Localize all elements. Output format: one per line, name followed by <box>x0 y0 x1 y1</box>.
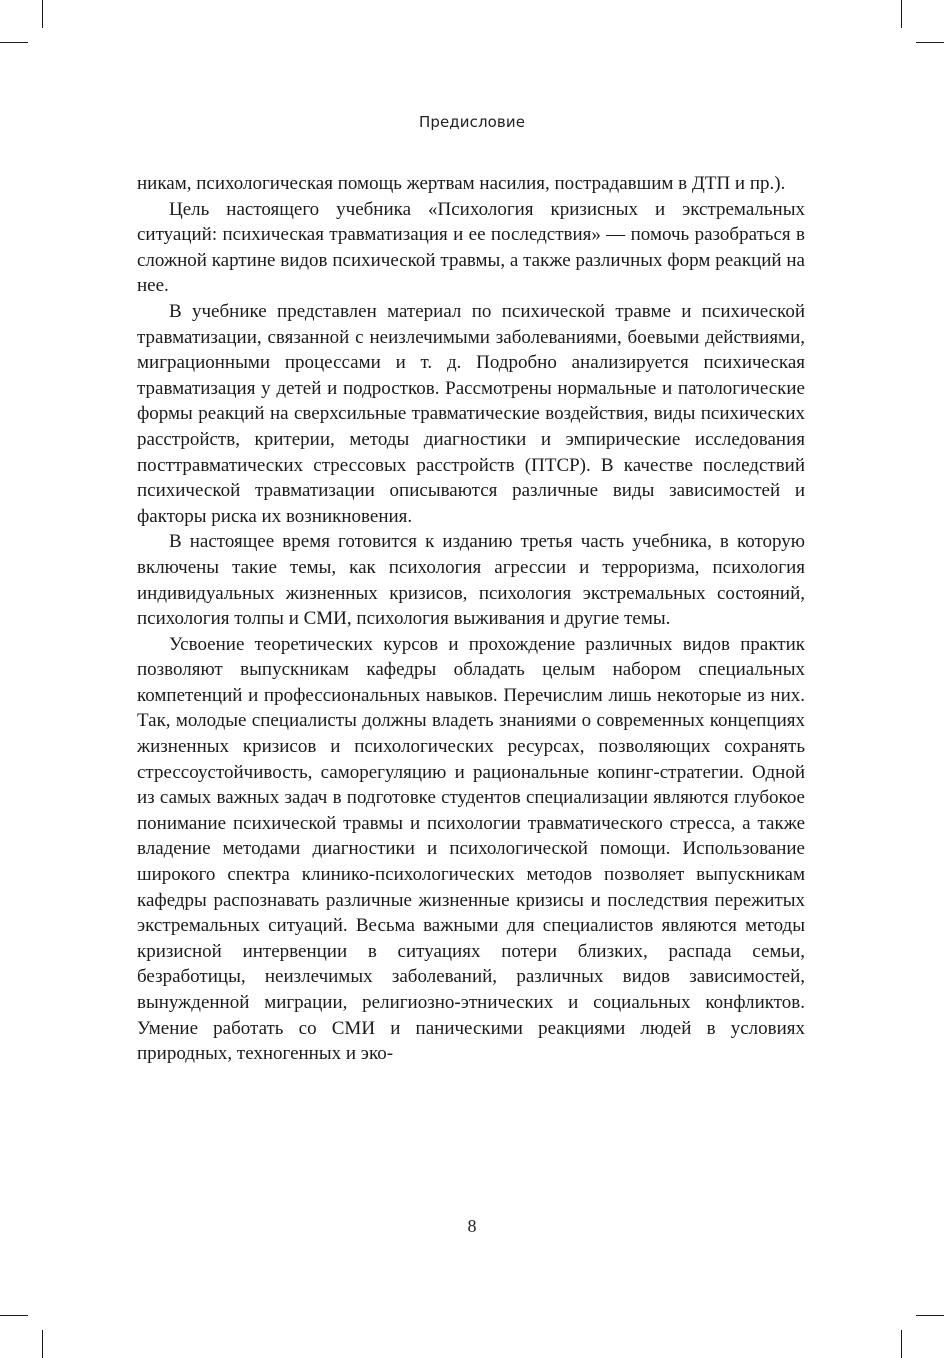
crop-mark-top-right-h <box>916 42 944 43</box>
crop-mark-bottom-left-h <box>0 1315 28 1316</box>
paragraph: В настоящее время готовится к изданию третья часть учебника, в которую включены такие темы, как психология агрессии и терроризма, психология индивидуальных жизненных кризисов, психология экстремальных состояний, психология толпы и СМИ, психология выживания и другие темы. <box>137 531 805 630</box>
crop-mark-bottom-right-h <box>916 1315 944 1316</box>
paragraph: Цель настоящего учебника «Психология кризисных и экстремальных ситуаций: психическая травматизация и ее последствия» — помочь разобраться в сложной картине видов психической травмы, а также различных форм реакций на нее. <box>137 198 805 297</box>
running-head: Предисловие <box>418 113 526 131</box>
crop-mark-top-left <box>42 0 43 28</box>
crop-mark-top-right <box>901 0 902 28</box>
paragraph: никам, психологическая помощь жертвам насилия, пострадавшим в ДТП и пр.). <box>137 173 786 194</box>
crop-mark-bottom-right <box>901 1330 902 1358</box>
paragraph: В учебнике представлен материал по психической травме и психической травматизации, связанной с неизлечимыми заболеваниями, боевыми действиями, миграционными процессами и т. д. Подробно анализируется психическая травматизация у детей и подростков. Рассмотрены нормальные и патологические формы реакций на сверхсильные травматические воздействия, виды психических расстройств, критерии, методы диагностики и эмпирические исследования посттравматических стрессовых расстройств (ПТСР). В качестве последствий психической травматизации описываются различные виды зависимостей и факторы риска их возникновения. <box>137 300 805 527</box>
body-text <box>137 171 805 1067</box>
page-number: 8 <box>467 1216 477 1236</box>
crop-mark-bottom-left <box>42 1330 43 1358</box>
paragraph: Усвоение теоретических курсов и прохождение различных видов практик позволяют выпускникам кафедры обладать целым набором специальных компетенций и профессиональных навыков. Перечислим лишь некоторые из них. Так, молодые специалисты должны владеть знаниями о современных концепциях жизненных кризисов и психологических ресурсах, позволяющих сохранять стрессоустойчивость, саморегуляцию и рациональные копинг-стратегии. Одной из самых важных задач в подготовке студентов специализации являются глубокое понимание психической травмы и психологии травматического стресса, а также владение методами диагностики и психологической помощи. Использование широкого спектра клинико-психологических методов позволяет выпускникам кафедры распознавать различные жизненные кризисы и последствия пережитых экстремальных ситуаций. Весьма важными для специалистов являются методы кризисной интервенции в ситуациях потери близких, распада семьи, безработицы, неизлечимых заболеваний, различных видов зависимостей, вынужденной миграции, религиозно-этнических и социальных конфликтов. Умение работать со СМИ и паническими реакциями людей в условиях природных, техногенных и эко- <box>137 633 805 1065</box>
crop-mark-top-left-h <box>0 42 28 43</box>
